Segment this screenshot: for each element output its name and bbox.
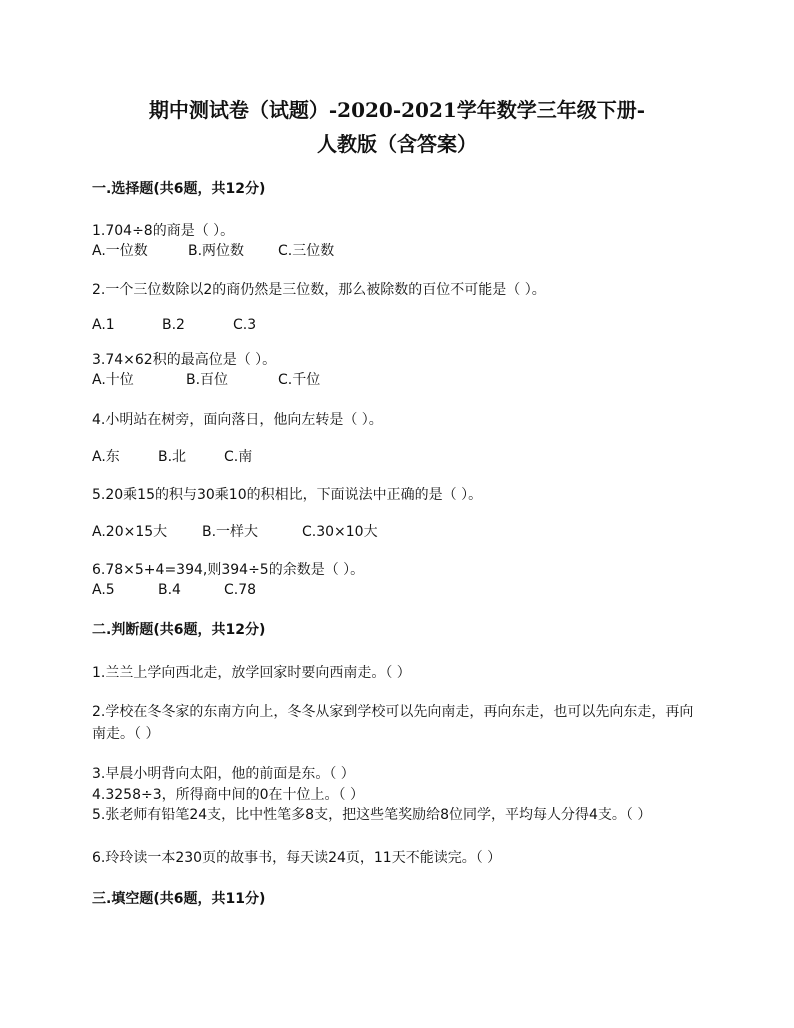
choice-q1-option-c: C.三位数	[278, 243, 335, 259]
judge-q3: 3.早晨小明背向太阳，他的前面是东。（ ）	[92, 766, 355, 782]
choice-q6-option-a: A.5	[92, 582, 115, 598]
choice-q5-stem: 5.20乘15的积与30乘10的积相比，下面说法中正确的是（ ）。	[92, 487, 483, 503]
choice-q3-option-c: C.千位	[278, 372, 321, 388]
choice-q3-stem: 3.74×62积的最高位是（ ）。	[92, 352, 277, 368]
choice-q3-option-a: A.十位	[92, 372, 134, 388]
judge-q5: 5.张老师有铅笔24支，比中性笔多8支，把这些笔奖励给8位同学，平均每人分得4支。（ ）	[92, 807, 652, 823]
choice-q5-option-c: C.30×10大	[302, 524, 378, 540]
choice-q4-option-a: A.东	[92, 449, 120, 465]
choice-q5-option-b: B.一样大	[202, 524, 259, 540]
choice-q6-stem: 6.78×5+4=394,则394÷5的余数是（ ）。	[92, 562, 365, 578]
choice-q4-stem: 4.小明站在树旁，面向落日，他向左转是（ ）。	[92, 412, 383, 428]
choice-q5-option-a: A.20×15大	[92, 524, 168, 540]
exam-title-line-1: 期中测试卷（试题）-2020-2021学年数学三年级下册-	[148, 98, 646, 122]
judge-q6: 6.玲玲读一本230页的故事书，每天读24页，11天不能读完。（ ）	[92, 850, 502, 866]
choice-q6-option-b: B.4	[158, 582, 181, 598]
choice-q2-option-c: C.3	[233, 317, 257, 333]
section-heading-fill: 三.填空题(共6题，共11分)	[92, 891, 266, 907]
choice-q1-option-b: B.两位数	[188, 243, 245, 259]
choice-q6-option-c: C.78	[224, 582, 257, 598]
choice-q1-option-a: A.一位数	[92, 243, 148, 259]
choice-q2-stem: 2.一个三位数除以2的商仍然是三位数，那么被除数的百位不可能是（ ）。	[92, 282, 546, 298]
choice-q4-option-b: B.北	[158, 449, 187, 465]
exam-title-line-2: 人教版（含答案）	[317, 132, 477, 156]
section-heading-judge: 二.判断题(共6题，共12分)	[92, 622, 266, 638]
section-heading-choice: 一.选择题(共6题，共12分)	[92, 181, 266, 197]
choice-q2-option-b: B.2	[162, 317, 185, 333]
choice-q1-stem: 1.704÷8的商是（ ）。	[92, 223, 235, 239]
choice-q4-option-c: C.南	[224, 449, 253, 465]
choice-q3-option-b: B.百位	[186, 372, 229, 388]
choice-q2-option-a: A.1	[92, 317, 115, 333]
judge-q2: 2.学校在冬冬家的东南方向上，冬冬从家到学校可以先向南走，再向东走，也可以先向东走，再向南走。（ ）	[92, 704, 694, 742]
judge-q4: 4.3258÷3，所得商中间的0在十位上。（ ）	[92, 787, 364, 803]
judge-q1: 1.兰兰上学向西北走，放学回家时要向西南走。（ ）	[92, 665, 411, 681]
